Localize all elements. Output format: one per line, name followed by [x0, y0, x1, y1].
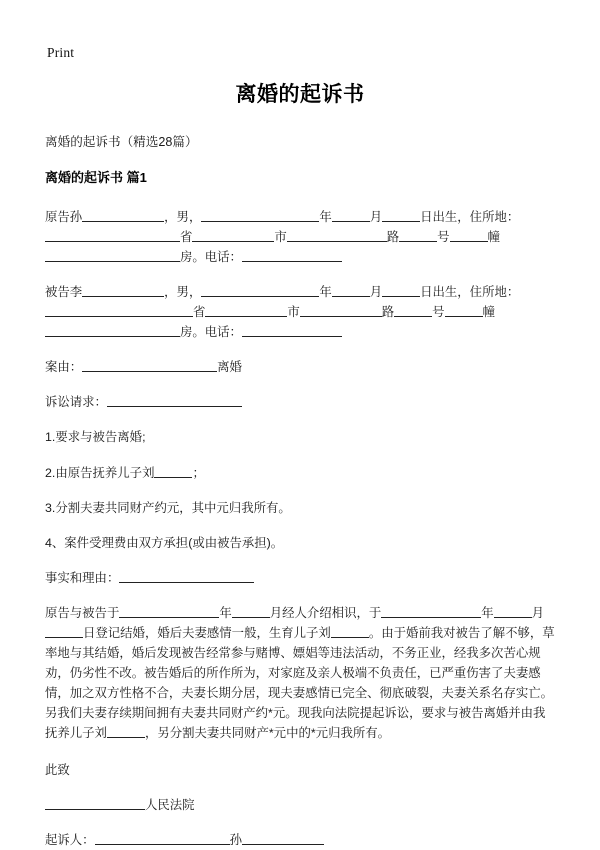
collection-subtitle: 离婚的起诉书（精选28篇）: [45, 134, 198, 149]
plaintiff-month-unit: 月: [369, 209, 383, 224]
plaintiff-room-blank[interactable]: [45, 249, 180, 262]
plaintiff-block: [45, 207, 555, 267]
plaintiff-city-unit: 市: [274, 229, 287, 244]
facts-meet-month-blank[interactable]: [232, 605, 270, 618]
claim-item-3: 3.分割夫妻共同财产约元，其中元归我所有。: [45, 500, 291, 515]
facts-marry-month-blank[interactable]: [494, 605, 532, 618]
defendant-road-unit: 路: [381, 305, 395, 320]
defendant-building-blank[interactable]: [445, 304, 483, 317]
facts-body: [45, 603, 555, 744]
defendant-phone-label: 房。电话：: [180, 325, 242, 340]
plaintiff-phone-label: 房。电话：: [180, 249, 242, 264]
defendant-road-blank[interactable]: [300, 304, 382, 317]
defendant-province-unit: 省: [193, 305, 206, 320]
facts-text-b: 年: [219, 605, 232, 620]
claims-label: 诉讼请求：: [45, 395, 107, 410]
closing-salutation: 此致: [45, 762, 70, 777]
defendant-month-unit: 月: [369, 284, 383, 299]
plaintiff-birth-month-blank[interactable]: [332, 209, 370, 222]
facts-text-a: 原告与被告于: [45, 605, 120, 620]
signer-given-name-blank[interactable]: [242, 832, 324, 845]
signer-blank[interactable]: [95, 832, 230, 845]
facts-child-name-blank[interactable]: [331, 625, 369, 638]
plaintiff-building-unit: 幢: [487, 229, 500, 244]
facts-custody-child-blank[interactable]: [107, 726, 145, 739]
plaintiff-birth-suffix: 日出生，住所地：: [420, 209, 520, 224]
signer-surname: 孙: [229, 832, 242, 847]
plaintiff-road-blank[interactable]: [287, 229, 387, 242]
defendant-name-blank[interactable]: [82, 284, 164, 297]
defendant-birth-suffix: 日出生，住所地：: [420, 284, 520, 299]
claims-label-line: [45, 392, 555, 412]
cause-value: 离婚: [217, 360, 242, 375]
facts-text-f: 日登记结婚，婚后夫妻感情一般，生育儿子刘: [83, 626, 331, 640]
signer-label: 起诉人：: [45, 832, 95, 847]
defendant-birth-day-blank[interactable]: [382, 284, 420, 297]
claim-item-2-suffix: ；: [192, 465, 205, 480]
defendant-birth-year-blank[interactable]: [201, 284, 319, 297]
defendant-gender-text: ，男，: [164, 284, 202, 299]
facts-text-h: ，另分割夫妻共同财产*元中的*元归我所有。: [144, 726, 391, 741]
facts-text-e: 月: [531, 605, 545, 620]
plaintiff-building-blank[interactable]: [450, 229, 488, 242]
plaintiff-province-unit: 省: [180, 229, 193, 244]
facts-marry-year-blank[interactable]: [381, 605, 481, 618]
claim-item-4: 4、案件受理费由双方承担(或由被告承担)。: [45, 535, 284, 550]
defendant-birth-month-blank[interactable]: [332, 284, 370, 297]
defendant-number-blank[interactable]: [394, 304, 432, 317]
cause-label: 案由：: [45, 360, 83, 375]
claim-item-2: [45, 463, 555, 483]
plaintiff-number-unit: 号: [437, 229, 450, 244]
defendant-block: [45, 282, 555, 342]
cause-of-action-line: [45, 357, 555, 377]
court-line: [45, 795, 555, 815]
court-name-blank[interactable]: [45, 797, 145, 810]
plaintiff-city-blank[interactable]: [192, 229, 274, 242]
plaintiff-gender-text: ，男，: [164, 209, 202, 224]
facts-label: 事实和理由：: [45, 570, 120, 585]
court-suffix: 人民法院: [145, 797, 195, 812]
plaintiff-birth-day-blank[interactable]: [382, 209, 420, 222]
plaintiff-label: 原告孙: [45, 209, 83, 224]
plaintiff-province-blank[interactable]: [45, 229, 180, 242]
plaintiff-phone-blank[interactable]: [242, 249, 342, 262]
facts-marry-day-blank[interactable]: [45, 625, 83, 638]
page-title: 离婚的起诉书: [235, 82, 365, 106]
plaintiff-number-blank[interactable]: [399, 229, 437, 242]
signer-line: [45, 830, 555, 850]
facts-label-line: [45, 568, 555, 588]
plaintiff-birth-year-blank[interactable]: [201, 209, 319, 222]
defendant-label: 被告李: [45, 284, 83, 299]
defendant-phone-blank[interactable]: [242, 324, 342, 337]
cause-blank[interactable]: [82, 359, 217, 372]
plaintiff-year-unit: 年: [319, 209, 332, 224]
facts-blank[interactable]: [119, 570, 254, 583]
defendant-city-blank[interactable]: [205, 304, 287, 317]
defendant-building-unit: 幢: [482, 305, 495, 320]
facts-meet-year-blank[interactable]: [119, 605, 219, 618]
claim-item-1: 1.要求与被告离婚;: [45, 430, 146, 445]
facts-text-d: 年: [481, 605, 494, 620]
claim-child-name-blank[interactable]: [154, 465, 192, 478]
claim-item-2-text: 2.由原告抚养儿子刘: [45, 465, 155, 480]
defendant-year-unit: 年: [319, 284, 332, 299]
section-heading: 离婚的起诉书 篇1: [45, 169, 147, 185]
defendant-room-blank[interactable]: [45, 324, 180, 337]
claims-blank[interactable]: [107, 395, 242, 408]
defendant-number-unit: 号: [432, 305, 445, 320]
print-link[interactable]: Print: [47, 45, 75, 60]
plaintiff-name-blank[interactable]: [82, 209, 164, 222]
defendant-city-unit: 市: [287, 305, 300, 320]
plaintiff-road-unit: 路: [386, 229, 400, 244]
facts-text-g: 。由于婚前我对被告了解不够，草率地与其结婚，婚后发现被告经常参与赌博、嫖娼等违法活动，不务正业，经我多次苦心规劝，仍劣性不改。被告婚后的所作所为，对家庭及亲人极端不负责任，已严重伤害了夫妻感情，加之双方性格不合，夫妻长期分居，现夫妻感情已完全、彻底破裂，夫妻关系名存实亡。另我们夫妻存续期间拥有夫妻共同财产约*元。现我向法院提起诉讼，要求与被告离婚并由我抚养儿子刘: [45, 626, 555, 741]
facts-text-c: 月经人介绍相识，于: [269, 605, 382, 620]
defendant-province-blank[interactable]: [45, 304, 193, 317]
